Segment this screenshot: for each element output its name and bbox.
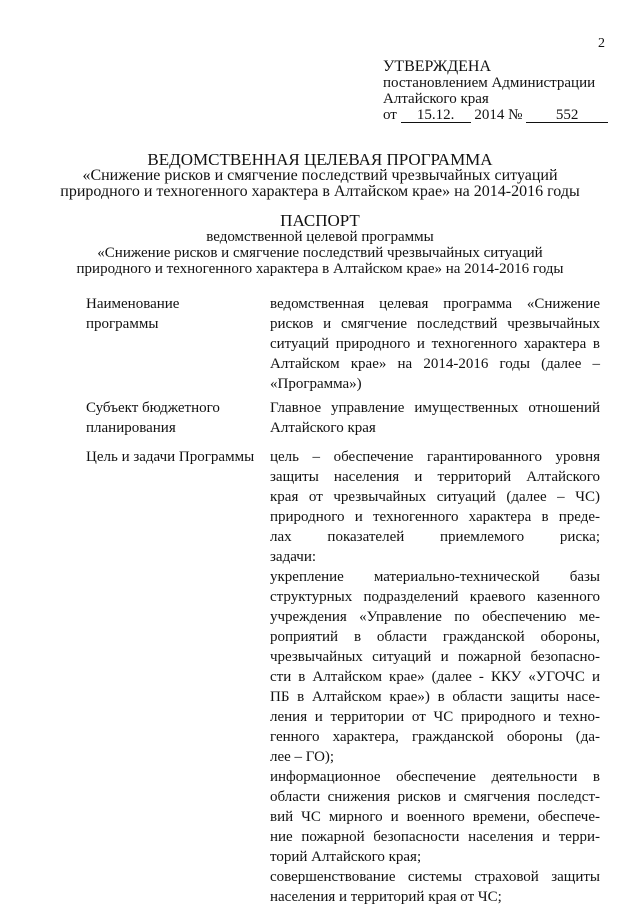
text-line: ления и территории от ЧС природного и техно- [270, 709, 600, 725]
text-line: области снижения рисков и смягчения последст- [270, 789, 600, 805]
text-line: совершенствование системы страховой защиты [270, 869, 600, 885]
row-value-goals-tasks [270, 447, 600, 907]
page-number: 2 [598, 36, 605, 51]
program-title-heading: ВЕДОМСТВЕННАЯ ЦЕЛЕВАЯ ПРОГРАММА [147, 150, 493, 169]
text-line: рисков и смягчение последствий чрезвычайных [270, 316, 600, 332]
text-line: населения и территорий края от ЧС; [270, 889, 502, 905]
text-line: лах показателей приемлемого риска; [270, 529, 600, 545]
text-line: структурных подразделений краевого казенного [270, 589, 600, 605]
text-line: генного характера, гражданской обороны (да- [270, 729, 600, 745]
text-line: лее – ГО); [270, 749, 335, 765]
row-value-program-name [270, 294, 600, 394]
approval-line-region: Алтайского края [383, 91, 489, 107]
passport-subheading: ведомственной целевой программы [206, 229, 434, 245]
row-label-program-name [86, 294, 179, 334]
text-line: задачи: [270, 549, 317, 565]
approval-line-decree: постановлением Администрации [383, 75, 596, 91]
label-line: планирования [86, 420, 176, 436]
text-line: цель – обеспечение гарантированного уровня [270, 449, 600, 465]
approval-block [383, 59, 608, 123]
text-line: Алтайском крае» на 2014-2016 годы (далее – [270, 356, 600, 372]
approval-date-prefix: от [383, 107, 397, 123]
row-value-budget-subject [270, 398, 600, 438]
text-line: ведомственная целевая программа «Снижение [270, 296, 600, 312]
program-title-line: природного и техногенного характера в Алтайском крае» на 2014-2016 годы [60, 183, 580, 200]
text-line: края от чрезвычайных ситуаций (далее – ЧС) [270, 489, 600, 505]
text-line: Главное управление имущественных отношений [270, 400, 600, 416]
label-line: Цель и задачи Программы [86, 449, 255, 465]
approval-date: 15.12. [401, 108, 471, 123]
text-line: укрепление материально-технической базы [270, 569, 600, 585]
text-line: вий ЧС мирного и военного времени, обеспече- [270, 809, 600, 825]
approval-number: 552 [526, 108, 608, 123]
program-title [0, 152, 640, 200]
text-line: сти в Алтайском крае» (далее - ККУ «УГОЧС и [270, 669, 600, 685]
text-line: информационное обеспечение деятельности в [270, 769, 600, 785]
row-label-goals-tasks [86, 447, 254, 467]
passport-title [0, 213, 640, 277]
text-line: роприятий в области гражданской обороны, [270, 629, 600, 645]
approval-year: 2014 № [474, 107, 523, 123]
text-line: «Программа») [270, 376, 362, 392]
approval-heading: УТВЕРЖДЕНА [383, 58, 492, 75]
text-line: защиты населения и территорий Алтайского [270, 469, 600, 485]
passport-title-line: природного и техногенного характера в Алтайском крае» на 2014-2016 годы [76, 261, 564, 277]
text-line: учреждения «Управление по обеспечению ме- [270, 609, 600, 625]
label-line: Субъект бюджетного [86, 400, 220, 416]
text-line: чрезвычайных ситуаций и пожарной безопасно- [270, 649, 600, 665]
passport-title-line: «Снижение рисков и смягчение последствий чрезвычайных ситуаций [97, 245, 543, 261]
text-line: ПБ в Алтайском крае») в области защиты насе- [270, 689, 600, 705]
text-line: природного и техногенного характера в преде- [270, 509, 600, 525]
row-label-budget-subject [86, 398, 220, 438]
label-line: программы [86, 316, 159, 332]
text-line: Алтайского края [270, 420, 376, 436]
text-line: ние пожарной безопасности населения и терри- [270, 829, 600, 845]
text-line: торий Алтайского края; [270, 849, 422, 865]
approval-date-line [383, 107, 608, 123]
label-line: Наименование [86, 296, 180, 312]
passport-heading: ПАСПОРТ [280, 211, 360, 230]
text-line: ситуаций природного и техногенного характера в [270, 336, 600, 352]
program-title-line: «Снижение рисков и смягчение последствий чрезвычайных ситуаций [82, 167, 558, 184]
